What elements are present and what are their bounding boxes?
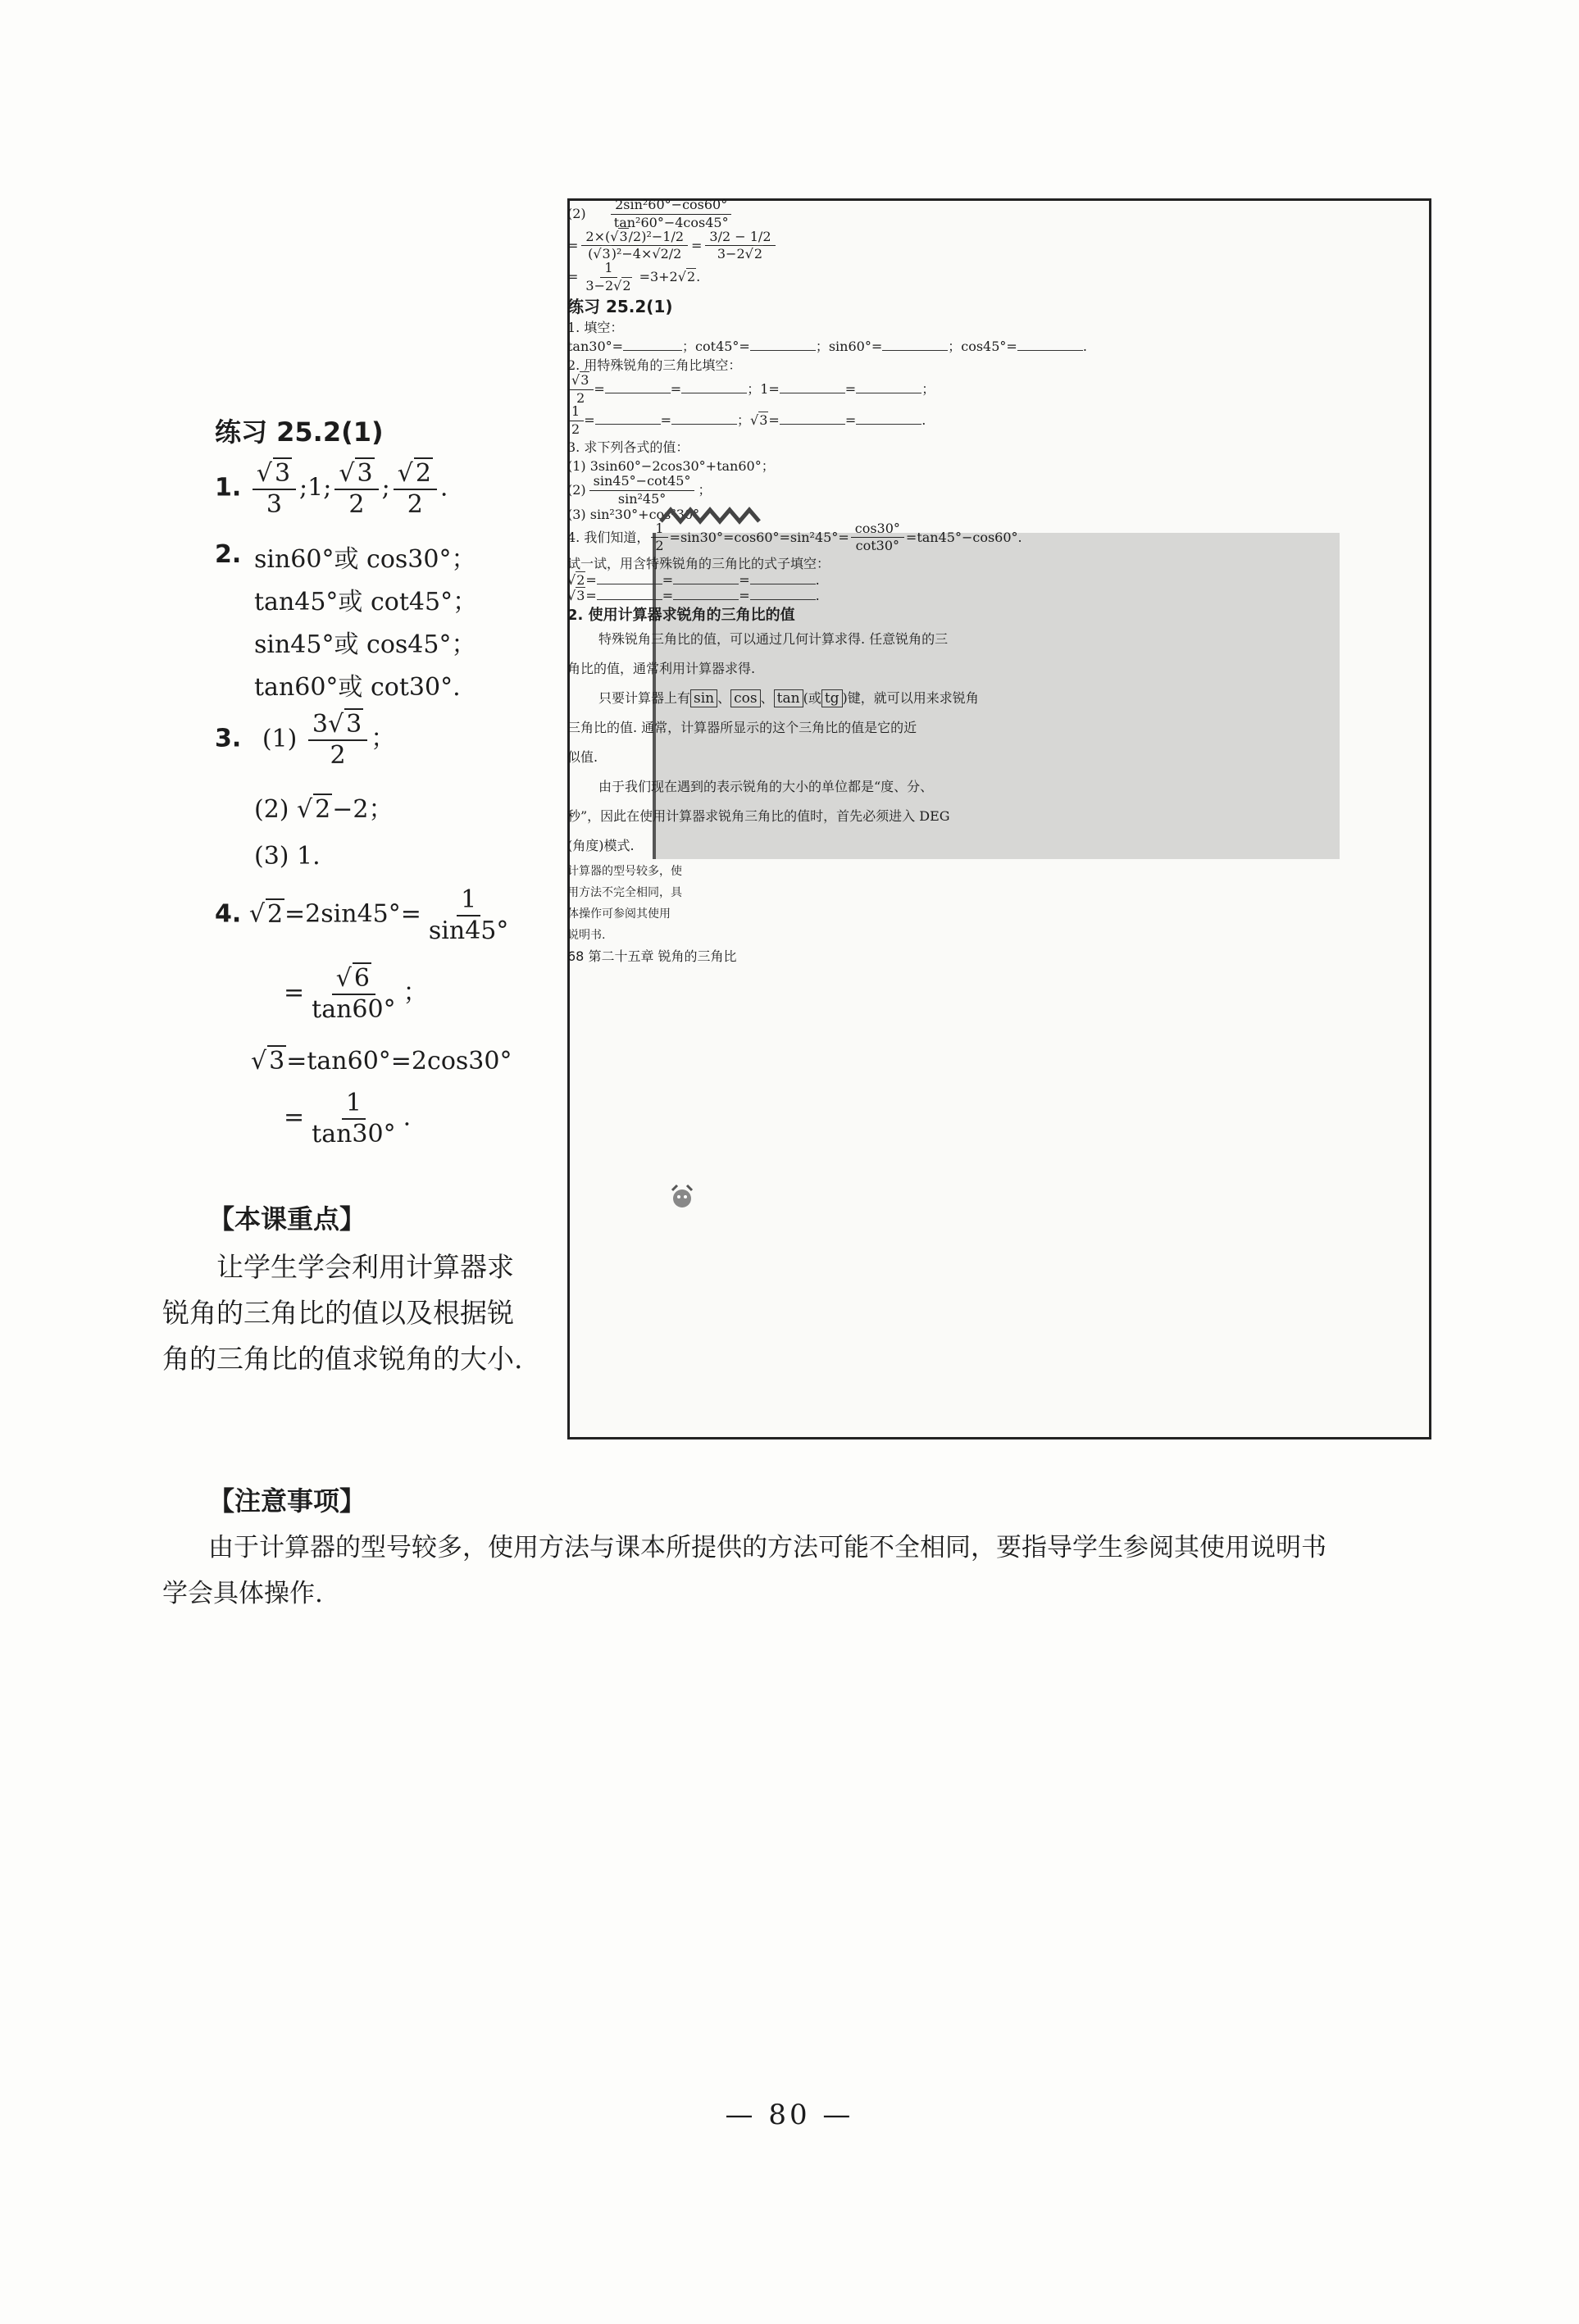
- exercise-4-try: 试一试，用含特殊锐角的三角比的式子填空：: [567, 556, 830, 572]
- exercise-title: 练习 25.2(1): [567, 296, 673, 316]
- section-paragraph-2: 只要计算器上有 sin 、 cos 、 tan (或 tg )键，就可以用来求锐角 三角比的值. 通常，计算器所显示的这个三角比的值是它的近 似值.: [567, 690, 979, 766]
- exercise-2-line-2: $\frac{1}{2}$ = = ；√3= = .: [567, 405, 1431, 437]
- exercise-3-2: (2) $\frac{\sin 45^\circ-\cot 45^\circ}{\text{sin²45°}}$ ；: [567, 472, 712, 507]
- section-title: 2. 使用计算器求锐角的三角比的值: [567, 607, 795, 625]
- notes-title: 【注意事项】: [208, 1485, 366, 1517]
- answer-4-line-3: √ 3=tan60°=2cos30°: [251, 1047, 512, 1076]
- answer-line: tan60°或 cot30°.: [254, 673, 461, 702]
- fraction: $\frac{1}{\tan 30^\circ}$: [312, 1089, 396, 1148]
- page-number: — 80 —: [725, 2099, 854, 2131]
- answer-line: tan45°或 cot45°；: [254, 588, 478, 616]
- answer-2: [254, 539, 477, 709]
- exercise-1-blanks: tan30°= ；cot45°= ；sin60°= ；cos45°= .: [567, 338, 1087, 354]
- exercise-3-1: (1) 3sin60°−2cos30°+tan60°；: [567, 457, 775, 474]
- fraction: $\frac{√ 3}{2}$: [334, 461, 378, 517]
- side-note-icon: [666, 1182, 698, 1212]
- section-paragraph-1: 特殊锐角三角比的值，可以通过几何计算求得. 任意锐角的三 角比的值，通常利用计算器求得.: [567, 631, 949, 677]
- answer-number: 1.: [215, 473, 242, 503]
- example-2: (2) $\frac{\text{2sin²60°−cos60°}}{\text{tan²60°−4cos45°}}$: [567, 198, 1431, 230]
- exercise-4: 4. 我们知道， $\frac{1}{2}$ =sin30°=cos60°=sin²45°= $\frac{\cos 30^\circ}{\cot 30^\circ}$ =tan45°−cos60°.: [567, 520, 1022, 554]
- key-sin: sin: [690, 689, 717, 707]
- exercise-4-line-2: √3= = = .: [567, 588, 820, 604]
- answer-3-1: 3. (1) $\frac{3√ 3}{2}$ ；: [215, 710, 396, 770]
- textbook-content: [567, 198, 1431, 1439]
- answer-4-line-1: 4. √ 2=2sin45°= $\frac{1}{\sin 45^\circ}$: [215, 887, 516, 944]
- focus-title: 【本课重点】: [208, 1203, 366, 1235]
- fraction: $\frac{√ 2}{2}$: [394, 461, 437, 517]
- fraction: $\frac{3√ 3}{2}$: [308, 712, 367, 768]
- answer-3-2: (2) √ 2−2；: [254, 795, 394, 824]
- side-note: 计算器的型号较多，使 用方法不完全相同，具 体操作可参阅其使用 说明书.: [567, 865, 682, 943]
- exercise-4-line-1: √2= = = .: [567, 572, 820, 589]
- fraction: $\frac{√ 6}{\tan 60^\circ}$: [312, 964, 396, 1024]
- textbook-footer: 68 第二十五章 锐角的三角比: [567, 948, 737, 965]
- answer-4-line-4: = $\frac{1}{\tan 30^\circ}$ .: [284, 1089, 412, 1148]
- answer-4-line-2: = $\frac{√ 6}{\tan 60^\circ}$ ；: [284, 964, 428, 1024]
- zigzag-ornament: [659, 505, 766, 526]
- answer-line: sin45°或 cos45°；: [254, 630, 476, 659]
- key-tan: tan: [774, 689, 803, 707]
- fraction: $\frac{1}{\sin 45^\circ}$: [428, 885, 509, 945]
- key-cos: cos: [730, 689, 760, 707]
- example-2-step-2: = $\frac{1}{3-2√2}$ =3+2√2.: [567, 260, 701, 293]
- exercise-1: 1. 填空：: [567, 319, 624, 335]
- exercise-3: 3. 求下列各式的值：: [567, 439, 689, 455]
- section-paragraph-3: 由于我们现在遇到的表示锐角的大小的单位都是“度、分、 秒”，因此在使用计算器求锐角三角比的值时，首先必须进入 DEG (角度)模式.: [567, 779, 950, 854]
- answers-title: 练习 25.2(1): [215, 416, 384, 448]
- exercise-2: 2. 用特殊锐角的三角比填空：: [567, 357, 742, 373]
- fraction: $\frac{√ 3}{3}$: [253, 461, 296, 517]
- exercise-3-3: (3) sin²30°+cos²30°.: [567, 506, 704, 522]
- answer-1: 1. $\frac{√ 3}{3}$ ;1; $\frac{√ 3}{2}$ ; $\frac{√ 2}{2}$ .: [215, 459, 448, 519]
- answer-3-3: (3) 1.: [254, 842, 321, 871]
- notes-text: 由于计算器的型号较多，使用方法与课本所提供的方法可能不全相同，要指导学生参阅其使用说明书 学会具体操作.: [162, 1533, 1326, 1608]
- answer-2-number: 2.: [215, 540, 242, 569]
- focus-text: 让学生学会利用计算器求 锐角的三角比的值以及根据锐 角的三角比的值求锐角的大小.: [162, 1251, 523, 1375]
- key-tg: tg: [821, 689, 843, 707]
- exercise-2-line-1: $\frac{√3}{2}$ = = ；1= = ；: [567, 374, 1431, 406]
- example-2-step-1: = $\frac{\text{2×(√3/2)²−1/2}}{\text{(√3)²−4×√2/2}}$ = $\frac{3/2 - 1/2}{3-2√2}$: [567, 230, 1431, 262]
- answer-line: sin60°或 cos30°；: [254, 545, 476, 574]
